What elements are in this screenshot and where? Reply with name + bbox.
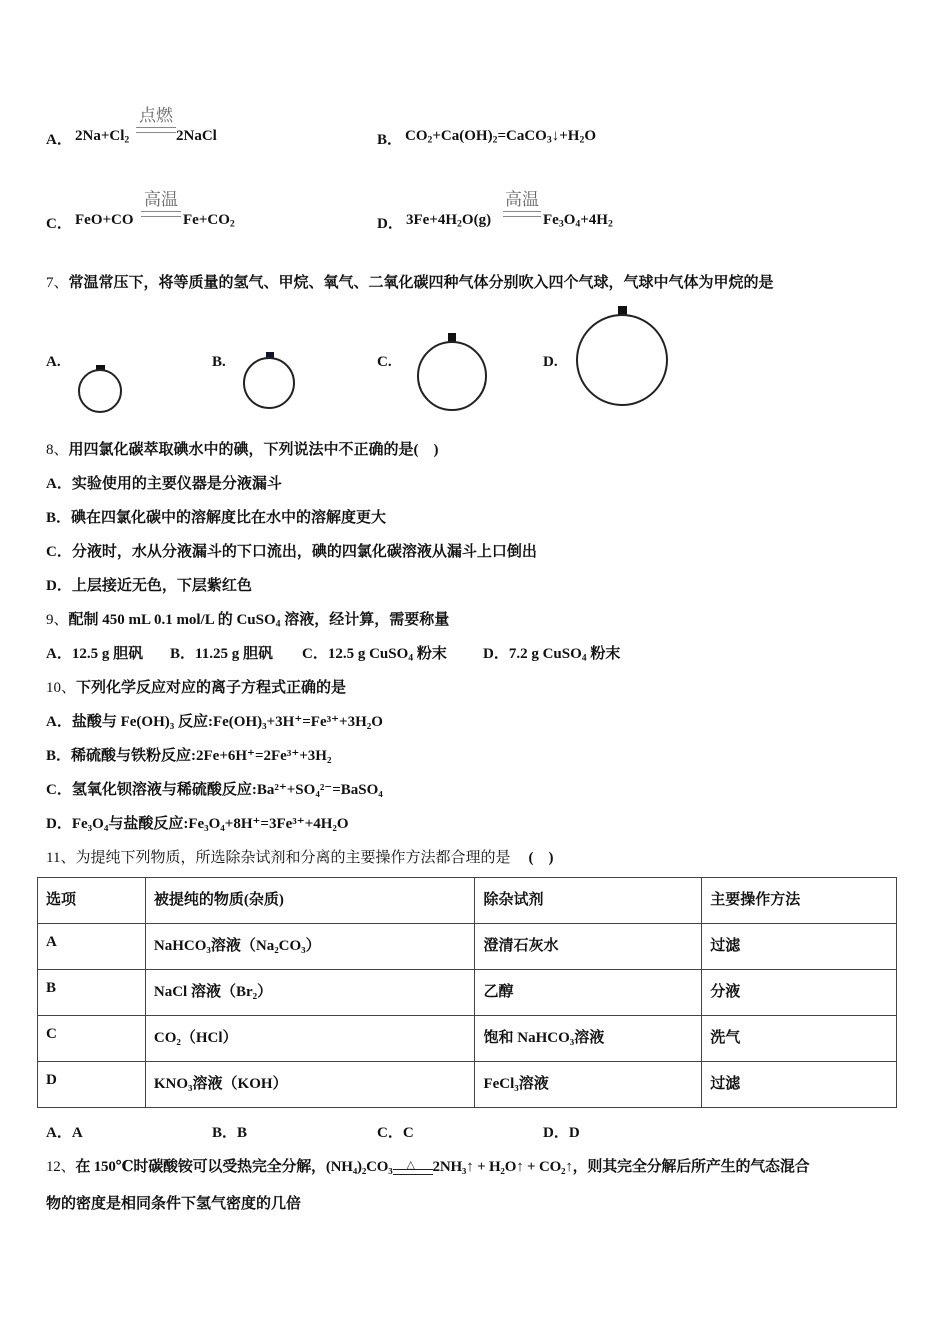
- option: B．碘在四氯化碳中的溶解度比在水中的溶解度更大: [46, 510, 387, 526]
- equation-left: FeO+CO: [75, 212, 134, 228]
- table-header-cell: 选项: [38, 878, 146, 924]
- table-cell: D: [38, 1062, 146, 1108]
- option-label: A.: [46, 354, 61, 370]
- option: A．盐酸与 Fe(OH)₃ 反应:Fe(OH)₃+3H⁺=Fe³⁺+3H₂O: [46, 714, 383, 730]
- equation-left: $3Fe+4H_2O(g)$: [406, 212, 492, 230]
- balloons-figure: [0, 0, 950, 430]
- option: A．12.5 g 胆矾: [46, 646, 144, 662]
- option-label: C．: [46, 216, 72, 232]
- option: A．实验使用的主要仪器是分液漏斗: [46, 476, 282, 492]
- option: D．Fe₃O₄与盐酸反应:Fe₃O₄+8H⁺=3Fe³⁺+4H₂O: [46, 816, 349, 832]
- question-stem: 8、用四氯化碳萃取碘水中的碘，下列说法中不正确的是( ): [46, 442, 439, 458]
- equation-right: $Fe_3O_4+4H_2$: [543, 212, 613, 230]
- question-stem: 7、常温常压下，将等质量的氢气、甲烷、氧气、二氧化碳四种气体分别吹入四个气球，气球中气体为甲烷的是: [46, 275, 774, 291]
- option: D．D: [543, 1125, 580, 1141]
- table-cell: CO₂（HCl）: [145, 1016, 475, 1062]
- table-cell: 乙醇: [475, 970, 702, 1016]
- equation-right: $Fe+CO_2$: [183, 212, 235, 230]
- table-cell: C: [38, 1016, 146, 1062]
- option-label: C.: [377, 354, 392, 370]
- option: C．氢氧化钡溶液与稀硫酸反应:Ba²⁺+SO₄²⁻=BaSO₄: [46, 782, 383, 798]
- option: C．C: [377, 1125, 414, 1141]
- option-label: B．: [377, 132, 403, 148]
- balloon-a-icon: [79, 365, 121, 412]
- option: D．7.2 g CuSO$_4$ 粉末: [483, 646, 621, 664]
- balloon-b-icon: [244, 352, 294, 408]
- option-label: D.: [543, 354, 558, 370]
- balloon-d-icon: [577, 306, 667, 405]
- heat-condition-icon: △: [393, 1160, 433, 1176]
- table-cell: KNO₃溶液（KOH）: [145, 1062, 475, 1108]
- option: B．11.25 g 胆矾: [170, 646, 273, 662]
- equation: $CO_2+Ca(OH)_2=CaCO_3↓+H_2O$: [405, 128, 596, 146]
- option: B．稀硫酸与铁粉反应:2Fe+6H⁺=2Fe³⁺+3H₂: [46, 748, 332, 764]
- table-row: [38, 970, 897, 1016]
- option-label: D．: [377, 216, 403, 232]
- table-cell: FeCl₃溶液: [475, 1062, 702, 1108]
- table-cell: NaCl 溶液（Br₂）: [145, 970, 475, 1016]
- question-stem-line1: 12、在 150℃时碳酸铵可以受热完全分解，(NH₄)₂CO₃ △ 2NH₃↑ + H₂O↑ + CO₂↑，则其完全分解后所产生的气态混合: [46, 1158, 810, 1175]
- purification-table: [37, 877, 897, 1108]
- table-row: [38, 924, 897, 970]
- question-stem: 11、为提纯下列物质，所选除杂试剂和分离的主要操作方法都合理的是 ( ): [46, 850, 554, 866]
- question-stem-line2: 物的密度是相同条件下氢气密度的几倍: [46, 1196, 302, 1212]
- option: C．12.5 g CuSO$_4$ 粉末: [302, 646, 447, 664]
- table-cell: A: [38, 924, 146, 970]
- table-header-cell: 除杂试剂: [475, 878, 702, 924]
- reaction-condition: 高温: [141, 185, 181, 217]
- table-header-cell: 主要操作方法: [702, 878, 897, 924]
- table-cell: 洗气: [702, 1016, 897, 1062]
- table-header-cell: 被提纯的物质(杂质): [145, 878, 475, 924]
- table-cell: NaHCO₃溶液（Na₂CO₃）: [145, 924, 475, 970]
- table-row: [38, 1062, 897, 1108]
- equation-right: 2NaCl: [176, 128, 217, 144]
- option: C．分液时，水从分液漏斗的下口流出，碘的四氯化碳溶液从漏斗上口倒出: [46, 544, 537, 560]
- option-label: B.: [212, 354, 226, 370]
- option-label: A．: [46, 132, 72, 148]
- option: B．B: [212, 1125, 248, 1141]
- option: D．上层接近无色，下层紫红色: [46, 578, 252, 594]
- question-stem: 10、下列化学反应对应的离子方程式正确的是: [46, 680, 347, 696]
- reaction-condition: 点燃: [136, 101, 176, 133]
- table-cell: 澄清石灰水: [475, 924, 702, 970]
- table-cell: 过滤: [702, 1062, 897, 1108]
- table-cell: 分液: [702, 970, 897, 1016]
- question-stem: 9、配制 450 mL 0.1 mol/L 的 CuSO$_4$ 溶液，经计算，需要称量: [46, 612, 450, 630]
- reaction-condition: 高温: [503, 185, 541, 217]
- table-header-row: [38, 878, 897, 924]
- table-cell: 过滤: [702, 924, 897, 970]
- equation-left: $2Na+Cl_2$: [75, 128, 130, 146]
- option: A．A: [46, 1125, 83, 1141]
- balloon-c-icon: [418, 333, 486, 410]
- table-row: [38, 1016, 897, 1062]
- table-cell: B: [38, 970, 146, 1016]
- table-cell: 饱和 NaHCO₃溶液: [475, 1016, 702, 1062]
